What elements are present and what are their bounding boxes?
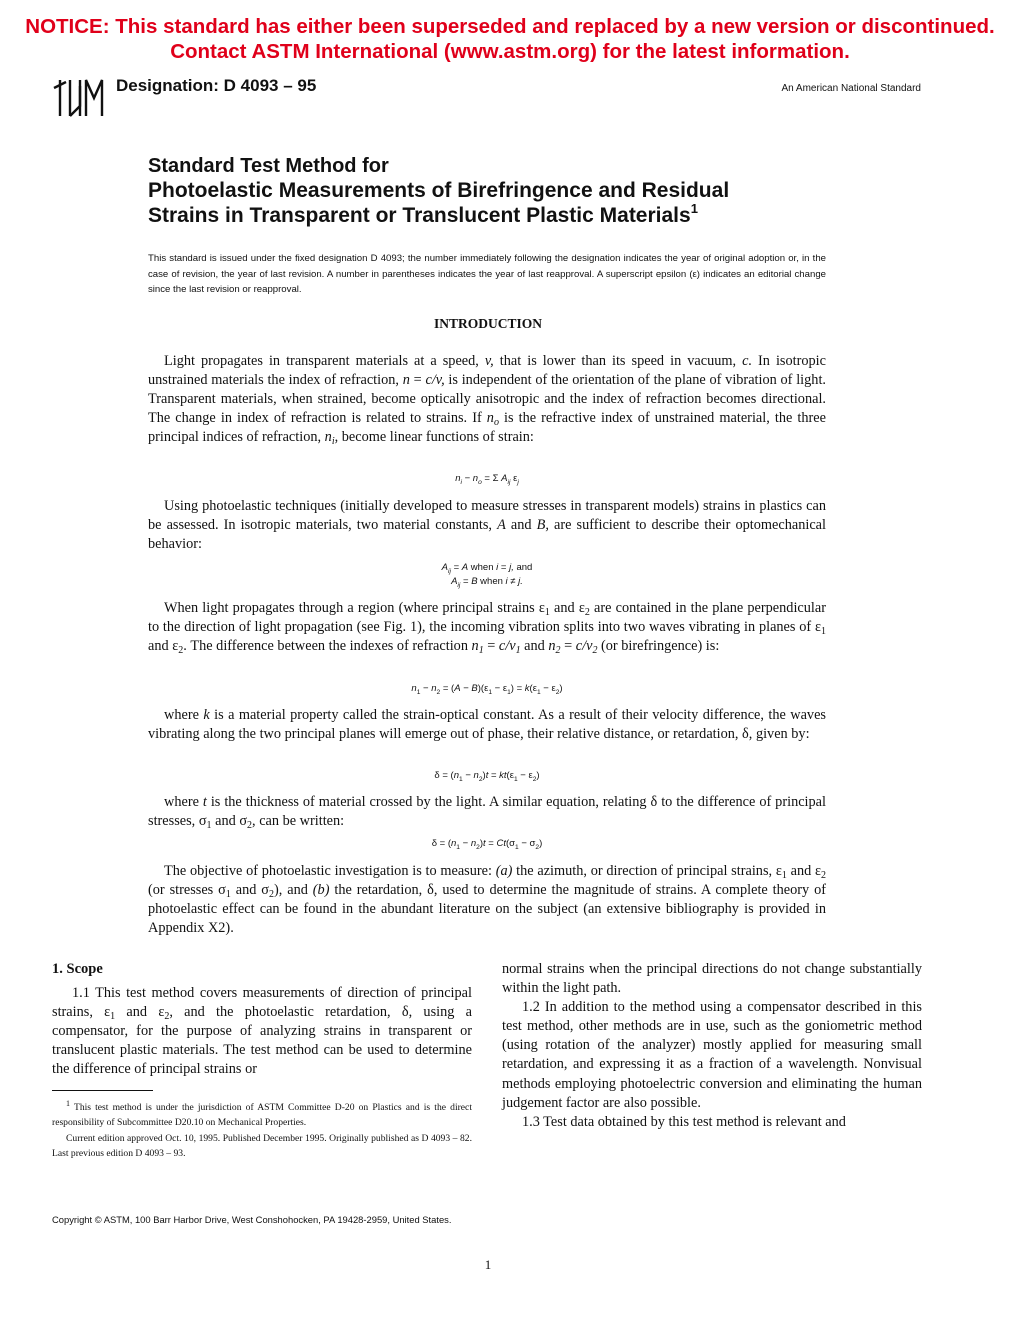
document-title xyxy=(148,154,729,228)
designation: Designation: D 4093 – 95 xyxy=(116,76,317,95)
equation-3: $n_1 - n_2 = (A - B)(\varepsilon_1 - \varepsilon_1) = k(\varepsilon_1 - \varepsilon_2)$ xyxy=(411,683,563,696)
issued-note: This standard is issued under the fixed designation D 4093; the number immediately following the designation indicates the year of original adoption or, in the case of revision, the year of last revision. A number in parentheses indicates the year of last reapproval. A superscript epsilon (ε) indicates an editorial change since the last revision or reapproval. xyxy=(148,253,826,295)
american-national-standard: An American National Standard xyxy=(781,83,921,94)
intro-paragraph-5: where t is the thickness of material crossed by the light. A similar equation, relating δ to the difference of principal stresses, $\sigma_1$ and $\sigma_2$, can be written: xyxy=(148,794,826,832)
notice-line-2: Contact ASTM International (www.astm.org) for the latest information. xyxy=(170,40,850,63)
title-line-3: Strains in Transparent or Translucent Plastic Materials xyxy=(148,204,691,227)
equation-1: $n_i - n_o = \Sigma$ $A_{ij}$ $\varepsilon_j$ xyxy=(455,473,519,486)
intro-paragraph-6: The objective of photoelastic investigation is to measure: (a) the azimuth, or direction of principal strains, $\varepsilon_1$ and $\varepsilon_2$ (or stresses $\sigma_1$ and $\sigma_2$), and (b) the retardation, δ, used to determine the magnitude of strains. A complete theory of photoelastic effect can be found in the abundant literature on the subject (an extensive bibliography is provided in Appendix X2). xyxy=(148,863,826,937)
intro-paragraph-4: where k is a material property called the strain-optical constant. As a result of their velocity difference, the waves vibrating along the two principal planes will emerge out of phase, their relative distance, or retardation, δ, given by: xyxy=(148,707,826,743)
notice-line-1: NOTICE: This standard has either been superseded and replaced by a new version or discontinued. xyxy=(25,15,995,38)
intro-paragraph-2: Using photoelastic techniques (initially developed to measure stresses in transparent models) strains in plastics can be assessed. In isotropic materials, two material constants, A and B, are sufficient to describe their optomechanical behavior: xyxy=(148,498,826,553)
footnote-1-text: This test method is under the jurisdiction of ASTM Committee D-20 on Plastics and is the direct responsibility of Subcommittee D20.10 on Mechanical Properties. xyxy=(52,1102,472,1129)
title-line-1: Standard Test Method for xyxy=(148,155,389,177)
intro-paragraph-3: When light propagates through a region (where principal strains $\varepsilon_1$ and $\varepsilon_2$ are contained in the plane perpendicular to the direction of light propagation (see Fig. 1), the incoming vibration splits into two waves vibrating in planes of $\varepsilon_1$ and $\varepsilon_2$. The difference between the indexes of refraction $n_1 = c/v_1$ and $n_2 = c/v_2$ (or birefringence) is: xyxy=(148,600,826,657)
scope-section: 1. Scope 1.1 This test method covers measurements of direction of principal strains, $\varepsilon_1$ and $\varepsilon_2$, and the photoelastic retardation, δ, using a compensator, for the purpose of analyzing strains in transparent or translucent plastic materials. The test method can be used to determine the difference of principal strains or xyxy=(52,961,473,1078)
title-line-2: Photoelastic Measurements of Birefringence and Residual xyxy=(148,179,730,202)
copyright: Copyright © ASTM, 100 Barr Harbor Drive, West Conshohocken, PA 19428-2959, United States. xyxy=(52,1214,452,1225)
intro-paragraph-1: Light propagates in transparent materials at a speed, v, that is lower than its speed in vacuum, c. In isotropic unstrained materials the index of refraction, n = c/v, is independent of the orientation of the plane of vibration of light. Transparent materials, when strained, become optically anisotropic and the index of refraction becomes directional. The change in index of refraction is related to strains. If $n_o$ is the refractive index of unstrained material, the three principal indices of refraction, $n_i$, become linear functions of strain: xyxy=(148,353,826,448)
equation-2: $A_{ij} = A$ when i = j, and $A_{ij} = B$ when i ≠ j. xyxy=(441,562,533,589)
equation-4: $\delta = (n_1 - n_2)t = kt(\varepsilon_1 - \varepsilon_2)$ xyxy=(434,770,540,783)
equation-5: $\delta = (n_1 - n_2)t = Ct(\sigma_1 - \sigma_2)$ xyxy=(431,838,543,851)
introduction-heading: INTRODUCTION xyxy=(433,316,542,331)
page-number: 1 xyxy=(484,1257,492,1272)
astm-logo xyxy=(52,78,104,118)
footnote-2-text: Current edition approved Oct. 10, 1995. Published December 1995. Originally published as D 4093 – 82. Last previous edition D 4093 – 93. xyxy=(52,1132,472,1160)
scope-continued: normal strains when the principal directions do not change substantially within the light path. 1.2 In addition to the method using a compensator described in this test method, other methods are in use, such as the goniometric method (using rotation of the analyzer) mostly applied for measuring small retardation, and expressing it as a fraction of a wavelength. Nonvisual methods employing photoelectric conversion and eliminating the human judgement factor are also possible. 1.3 Test data obtained by this test method is relevant and xyxy=(502,961,922,1130)
footnote-divider xyxy=(52,1090,153,1091)
footnotes: $^1$ This test method is under the jurisdiction of ASTM Committee D-20 on Plastics and is the direct responsibility of Subcommittee D20.10 on Mechanical Properties. Current edition approved Oct. 10, 1995. Published December 1995. Originally published as D 4093 – 82. Last previous edition D 4093 – 93. xyxy=(52,1096,472,1161)
title-footnote-mark: 1 xyxy=(690,201,698,216)
scope-heading: 1. Scope xyxy=(52,961,103,977)
